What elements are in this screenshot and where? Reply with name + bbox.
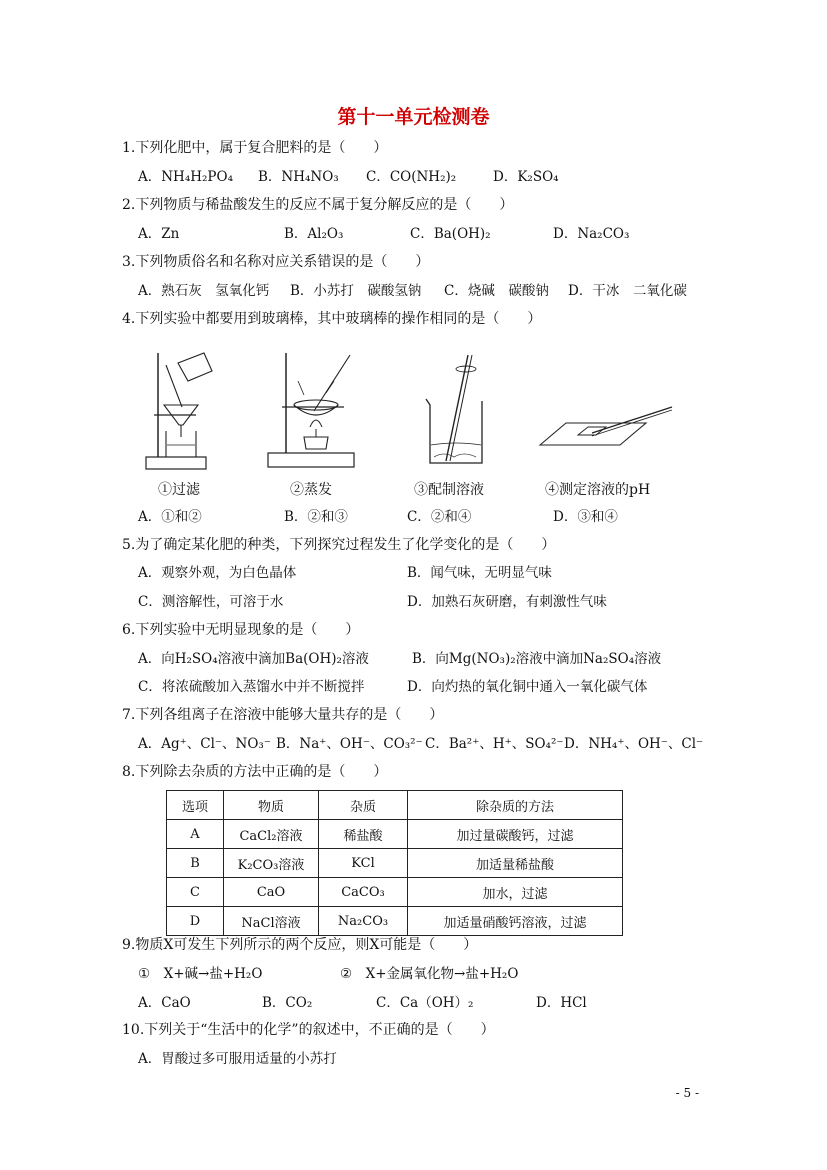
table-row — [167, 820, 623, 849]
question-9-option-c: C．Ca（OH）₂ — [376, 995, 474, 1011]
table-cell: 稀盐酸 — [319, 820, 408, 849]
table-header-row — [167, 791, 623, 820]
question-4-option-d: D．③和④ — [553, 509, 618, 525]
question-1-option-a: A．NH₄H₂PO₄ — [138, 169, 233, 185]
question-2-option-c: C．Ba(OH)₂ — [410, 226, 491, 242]
table-cell: 加水，过滤 — [408, 878, 623, 907]
impurity-removal-table — [166, 790, 623, 936]
question-7-option-d: D．NH₄⁺、OH⁻、Cl⁻ — [564, 736, 704, 752]
question-10-option-a: A．胃酸过多可服用适量的小苏打 — [138, 1051, 337, 1067]
question-1-option-c: C．CO(NH₂)₂ — [366, 169, 457, 185]
question-7-option-c: C．Ba²⁺、H⁺、SO₄²⁻ — [425, 736, 564, 752]
question-8-stem: 8.下列除去杂质的方法中正确的是（ ） — [122, 764, 388, 780]
table-header-cell: 选项 — [167, 791, 224, 820]
question-7-option-a: A．Ag⁺、Cl⁻、NO₃⁻ — [138, 736, 271, 752]
table-cell: KCl — [319, 849, 408, 878]
page-number: - 5 - — [675, 1086, 699, 1100]
question-3-stem: 3.下列物质俗名和名称对应关系错误的是（ ） — [122, 254, 430, 270]
question-6-option-c: C．将浓硫酸加入蒸馏水中并不断搅拌 — [138, 679, 365, 695]
question-3-option-b: B．小苏打 碳酸氢钠 — [290, 283, 422, 299]
table-row — [167, 907, 623, 936]
question-6-option-b: B．向Mg(NO₃)₂溶液中滴加Na₂SO₄溶液 — [412, 651, 662, 667]
table-row — [167, 878, 623, 907]
table-header-cell: 除杂质的方法 — [408, 791, 623, 820]
table-cell: CaO — [224, 878, 319, 907]
table-cell: 加过量碳酸钙，过滤 — [408, 820, 623, 849]
question-7-option-b: B．Na⁺、OH⁻、CO₃²⁻ — [276, 736, 423, 752]
table-header-cell: 物质 — [224, 791, 319, 820]
figure-4-label: ④测定溶液的pH — [545, 482, 651, 498]
question-1-stem: 1.下列化肥中，属于复合肥料的是（ ） — [122, 140, 388, 156]
table-header-cell: 杂质 — [319, 791, 408, 820]
table-cell: NaCl溶液 — [224, 907, 319, 936]
question-4-option-a: A．①和② — [138, 509, 202, 525]
question-6-option-d: D．向灼热的氧化铜中通入一氧化碳气体 — [407, 679, 648, 695]
table-cell: CaCO₃ — [319, 878, 408, 907]
page-title: 第十一单元检测卷 — [337, 106, 490, 128]
question-2-option-a: A．Zn — [138, 226, 180, 242]
question-9-option-b: B．CO₂ — [262, 995, 313, 1011]
table-cell: B — [167, 849, 224, 878]
question-6-option-a: A．向H₂SO₄溶液中滴加Ba(OH)₂溶液 — [138, 651, 369, 667]
table-cell: K₂CO₃溶液 — [224, 849, 319, 878]
question-9-option-a: A．CaO — [138, 995, 191, 1011]
question-10-stem: 10.下列关于“生活中的化学”的叙述中，不正确的是（ ） — [122, 1022, 495, 1038]
question-1-option-b: B．NH₄NO₃ — [258, 169, 339, 185]
question-5-option-a: A．观察外观，为白色晶体 — [138, 565, 297, 581]
question-5-stem: 5.为了确定某化肥的种类，下列探究过程发生了化学变化的是（ ） — [122, 537, 556, 553]
question-4-stem: 4.下列实验中都要用到玻璃棒，其中玻璃棒的操作相同的是（ ） — [122, 311, 542, 327]
question-5-option-d: D．加熟石灰研磨，有刺激性气味 — [407, 594, 607, 610]
question-1-option-d: D．K₂SO₄ — [493, 169, 559, 185]
table-cell: D — [167, 907, 224, 936]
question-2-option-d: D．Na₂CO₃ — [553, 226, 630, 242]
question-2-option-b: B．Al₂O₃ — [284, 226, 344, 242]
ph-test-illustration — [536, 395, 676, 465]
table-cell: A — [167, 820, 224, 849]
table-cell: C — [167, 878, 224, 907]
question-9-reaction-1: ① X+碱→盐+H₂O — [138, 966, 263, 982]
figure-2-label: ②蒸发 — [290, 482, 332, 498]
question-3-option-d: D．干冰 二氧化碳 — [568, 283, 687, 299]
figure-1-label: ①过滤 — [158, 482, 200, 498]
question-3-option-a: A．熟石灰 氢氧化钙 — [138, 283, 270, 299]
question-4-option-c: C．②和④ — [407, 509, 472, 525]
filtration-apparatus-illustration — [140, 345, 220, 475]
table-row — [167, 849, 623, 878]
question-5-option-c: C．测溶解性，可溶于水 — [138, 594, 284, 610]
question-4-option-b: B．②和③ — [284, 509, 348, 525]
table-cell: CaCl₂溶液 — [224, 820, 319, 849]
question-9-option-d: D．HCl — [536, 995, 587, 1011]
figure-3-label: ③配制溶液 — [414, 482, 484, 498]
question-5-option-b: B．闻气味，无明显气味 — [407, 565, 552, 581]
question-9-reaction-2: ② X+金属氧化物→盐+H₂O — [340, 966, 519, 982]
solution-preparation-illustration — [420, 345, 490, 470]
question-2-stem: 2.下列物质与稀盐酸发生的反应不属于复分解反应的是（ ） — [122, 197, 514, 213]
question-3-option-c: C．烧碱 碳酸钠 — [444, 283, 549, 299]
question-9-stem: 9.物质X可发生下列所示的两个反应，则X可能是（ ） — [122, 937, 478, 953]
evaporation-apparatus-illustration — [264, 345, 364, 475]
table-cell: 加适量硝酸钙溶液，过滤 — [408, 907, 623, 936]
question-6-stem: 6.下列实验中无明显现象的是（ ） — [122, 622, 360, 638]
question-7-stem: 7.下列各组离子在溶液中能够大量共存的是（ ） — [122, 707, 444, 723]
table-cell: Na₂CO₃ — [319, 907, 408, 936]
table-cell: 加适量稀盐酸 — [408, 849, 623, 878]
